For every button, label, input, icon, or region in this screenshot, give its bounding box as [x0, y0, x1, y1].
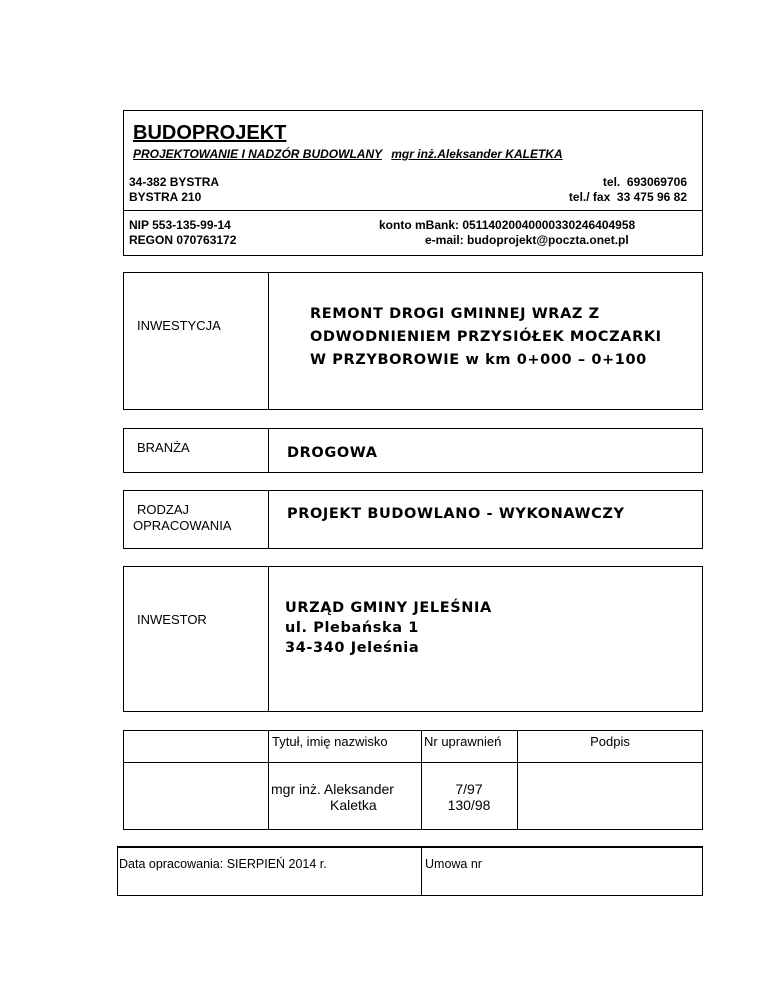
inwestor-line-1: URZĄD GMINY JELEŚNIA	[285, 600, 492, 616]
regon-text: REGON 070763172	[129, 233, 237, 247]
address-line-2: BYSTRA 210	[129, 190, 202, 204]
email-text: e-mail: budoprojekt@poczta.onet.pl	[425, 233, 629, 247]
signer-name-line-1: mgr inż. Aleksander	[271, 781, 394, 797]
company-name: BUDOPROJEKT	[133, 122, 287, 144]
tel-line: tel. 693069706	[602, 175, 687, 189]
tagline-person: mgr inż.Aleksander KALETKA	[391, 147, 563, 161]
inwestycja-line-1: REMONT DROGI GMINNEJ WRAZ Z	[310, 306, 600, 322]
branza-box	[123, 428, 703, 473]
inwestor-label: INWESTOR	[137, 612, 207, 627]
branza-divider	[268, 428, 269, 473]
header-license: Nr uprawnień	[424, 734, 502, 749]
inwestycja-line-3: W PRZYBOROWIE w km 0+000 – 0+100	[310, 352, 647, 368]
signature-table-header-divider	[123, 762, 703, 763]
header-divider	[123, 210, 703, 211]
rodzaj-label-line-2: OPRACOWANIA	[133, 518, 232, 533]
signer-name-line-2: Kaletka	[330, 797, 377, 813]
branza-label: BRANŻA	[137, 440, 190, 455]
inwestor-line-2: ul. Plebańska 1	[285, 620, 419, 636]
inwestycja-divider	[268, 272, 269, 410]
contract-number: Umowa nr	[425, 857, 482, 871]
nip-text: NIP 553-135-99-14	[129, 218, 231, 232]
rodzaj-divider	[268, 490, 269, 549]
inwestor-divider	[268, 566, 269, 712]
signature-table-col-1	[268, 730, 269, 830]
inwestycja-label: INWESTYCJA	[137, 318, 221, 333]
header-signature: Podpis	[590, 734, 630, 749]
license-number-1: 7/97	[455, 781, 483, 797]
rodzaj-value: PROJEKT BUDOWLANO - WYKONAWCZY	[287, 506, 625, 522]
fax-line: tel./ fax 33 475 96 82	[568, 190, 687, 204]
bank-account: konto mBank: 05114020040000330246404958	[379, 218, 636, 232]
footer-divider	[421, 846, 422, 896]
rodzaj-label-line-1: RODZAJ	[137, 502, 189, 517]
date-of-preparation: Data opracowania: SIERPIEŃ 2014 r.	[119, 857, 327, 871]
address-line-1: 34-382 BYSTRA	[129, 175, 220, 189]
header-title-name: Tytuł, imię nazwisko	[272, 734, 388, 749]
inwestycja-line-2: ODWODNIENIEM PRZYSIÓŁEK MOCZARKI	[310, 329, 662, 345]
signature-cell	[518, 770, 698, 810]
inwestor-line-3: 34-340 Jeleśnia	[285, 640, 420, 656]
license-number-2: 130/98	[447, 797, 491, 813]
company-tagline	[133, 147, 563, 162]
branza-value: DROGOWA	[287, 445, 378, 461]
tagline-main: PROJEKTOWANIE I NADZÓR BUDOWLANY	[133, 147, 382, 161]
signature-table-col-2	[421, 730, 422, 830]
